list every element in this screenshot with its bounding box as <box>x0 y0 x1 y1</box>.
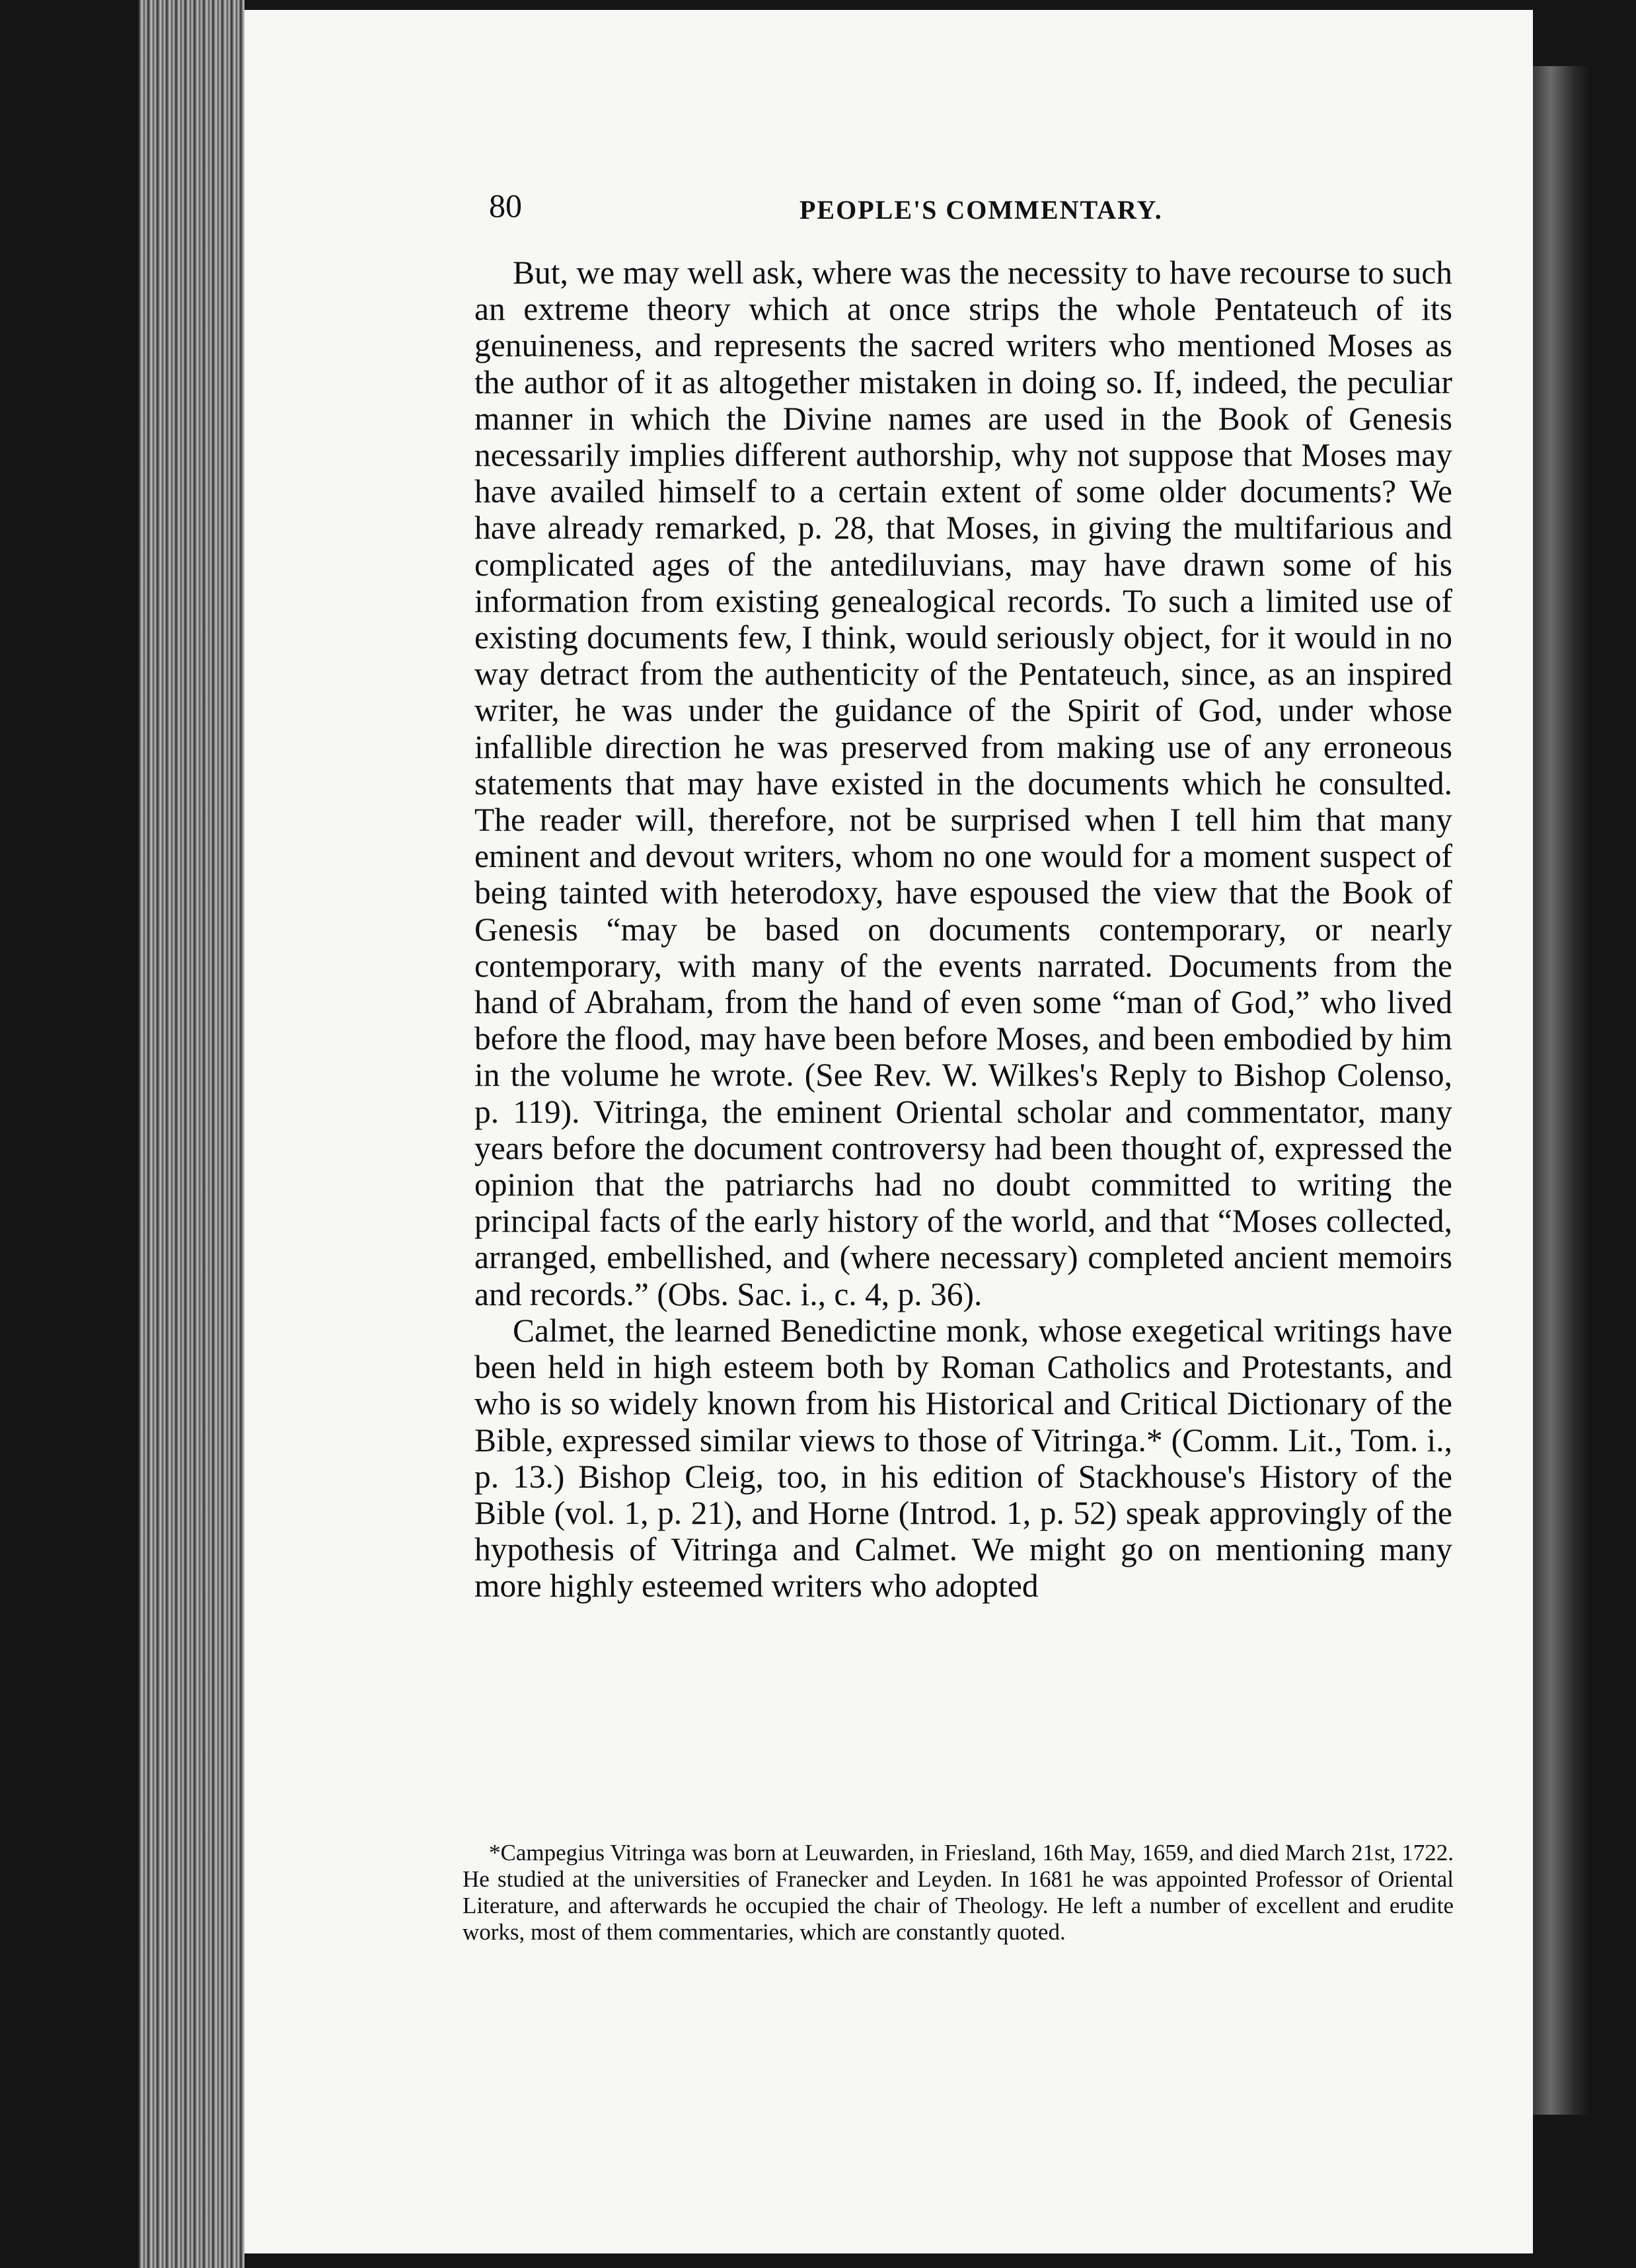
running-title: PEOPLE'S COMMENTARY. <box>799 195 1163 225</box>
main-text <box>474 254 1452 1605</box>
facing-page-edge <box>1533 66 1592 2115</box>
running-head <box>489 186 1440 233</box>
paragraph-2: Calmet, the learned Benedictine monk, whose exegetical writings have been held in high esteem both by Roman Catholics and Protestants, and who is so widely known from his Historical and Critical Dictionary of the Bible, expressed similar views to those of Vitringa.* (Comm. Lit., Tom. i., p. 13.) Bishop Cleig, too, in his edition of Stackhouse's History of the Bible (vol. 1, p. 21), and Horne (Introd. 1, p. 52) speak approvingly of the hypothesis of Vitringa and Calmet. We might go on mentioning many more highly esteemed writers who adopted <box>474 1312 1452 1605</box>
paragraph-1: But, we may well ask, where was the necessity to have recourse to such an extreme theory which at once strips the whole Pentateuch of its genuineness, and represents the sacred writers who mentioned Moses as the author of it as altogether mistaken in doing so. If, indeed, the peculiar manner in which the Divine names are used in the Book of Genesis necessarily implies different authorship, why not suppose that Moses may have availed himself to a certain extent of some older documents? We have already remarked, p. 28, that Moses, in giving the multifarious and complicated ages of the antediluvians, may have drawn some of his information from existing genealogical records. To such a limited use of existing documents few, I think, would seriously object, for it would in no way detract from the authenticity of the Pentateuch, since, as an inspired writer, he was under the guidance of the Spirit of God, under whose infallible direction he was preserved from making use of any erroneous statements that may have existed in the documents which he consulted. The reader will, therefore, not be surprised when I tell him that many eminent and devout writers, whom no one would for a moment suspect of being tainted with heterodoxy, have espoused the view that the Book of Genesis “may be based on documents contemporary, or nearly contemporary, with many of the events narrated. Documents from the hand of Abraham, from the hand of even some “man of God,” who lived before the flood, may have been before Moses, and been embodied by him in the volume he wrote. (See Rev. W. Wilkes's Reply to Bishop Colenso, p. 119). Vitringa, the eminent Oriental scholar and commentator, many years before the document controversy had been thought of, expressed the opinion that the patriarchs had no doubt committed to writing the principal facts of the early history of the world, and that “Moses collected, arranged, embellished, and (where necessary) completed ancient memoirs and records.” (Obs. Sac. i., c. 4, p. 36). <box>474 254 1452 1312</box>
stacked-page-edges <box>139 0 244 2268</box>
footnote-vitringa: *Campegius Vitringa was born at Leuwarden, in Friesland, 16th May, 1659, and died March 21st, 1722. He studied at the universities of Franecker and Leyden. In 1681 he was appointed Professor of Oriental Literature, and afterwards he occupied the chair of Theology. He left a number of excellent and erudite works, most of them commentaries, which are constantly quoted. <box>463 1840 1454 1945</box>
footnotes <box>463 1840 1454 1946</box>
page-number: 80 <box>489 187 522 224</box>
